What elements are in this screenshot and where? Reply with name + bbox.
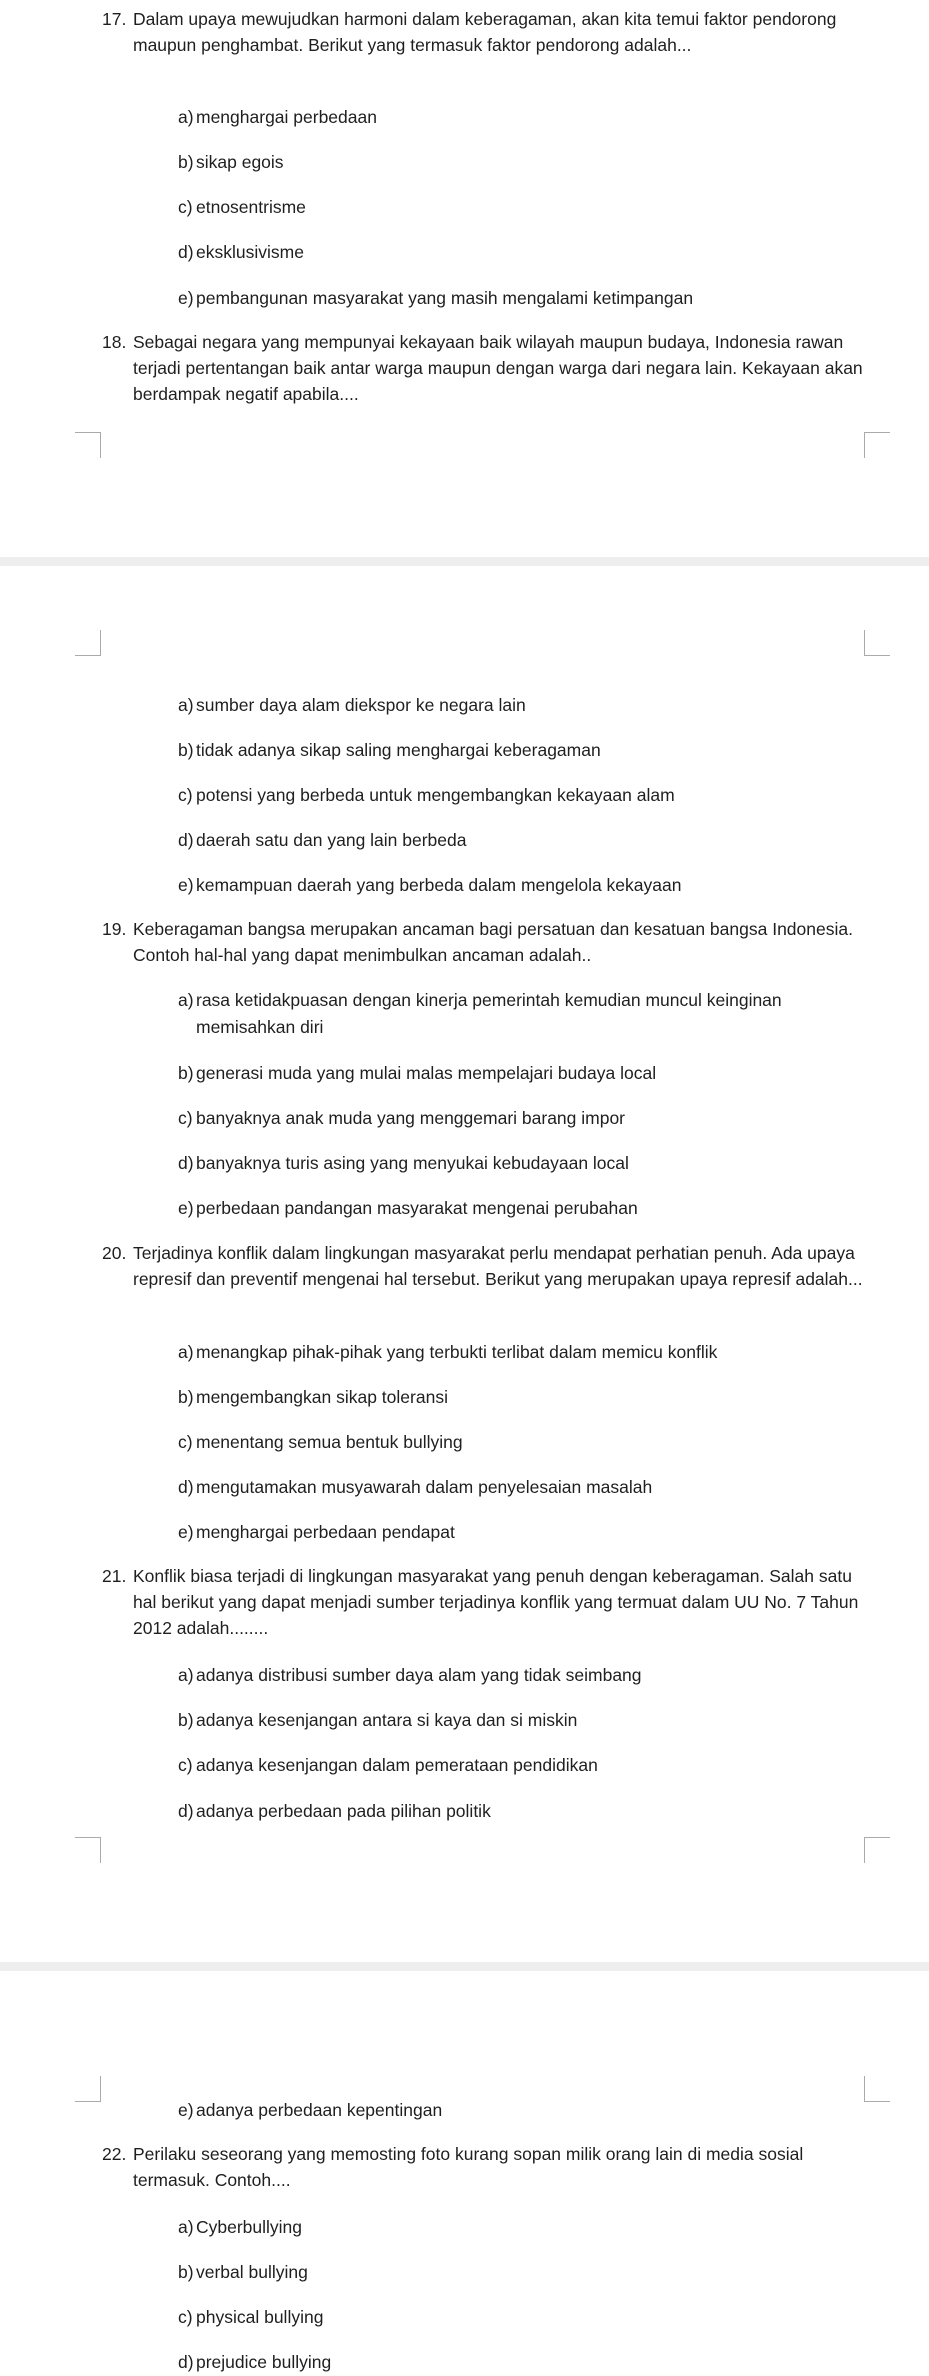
option-c — [178, 1104, 856, 1132]
page-corner-mark — [75, 630, 101, 656]
question-number: 18. — [102, 332, 127, 352]
option-text: physical bullying — [196, 2307, 324, 2327]
question-number: 17. — [102, 9, 127, 29]
option-d — [178, 826, 856, 854]
option-e — [178, 1518, 856, 1546]
option-letter: a) — [178, 1342, 194, 1362]
option-letter: d) — [178, 830, 194, 850]
option-letter: e) — [178, 1198, 194, 1218]
option-a — [178, 103, 856, 131]
page-corner-mark — [864, 1837, 890, 1863]
option-letter: c) — [178, 785, 193, 805]
option-letter: a) — [178, 1665, 194, 1685]
question-22 — [102, 2141, 873, 2193]
option-b — [178, 1706, 856, 1734]
option-e — [178, 284, 856, 312]
option-text: generasi muda yang mulai malas mempelajari budaya local — [196, 1063, 657, 1083]
page-corner-mark — [75, 1837, 101, 1863]
option-text: potensi yang berbeda untuk mengembangkan kekayaan alam — [196, 785, 675, 805]
option-b — [178, 1059, 856, 1087]
option-text: mengembangkan sikap toleransi — [196, 1387, 448, 1407]
option-text: banyaknya anak muda yang menggemari barang impor — [196, 1108, 626, 1128]
option-a — [178, 987, 856, 1041]
option-text: Cyberbullying — [196, 2217, 303, 2237]
page-corner-mark — [864, 630, 890, 656]
option-letter: b) — [178, 2262, 194, 2282]
question-text: Perilaku seseorang yang memosting foto kurang sopan milik orang lain di media sosial termasuk. Contoh.... — [133, 2144, 804, 2190]
option-letter: b) — [178, 1387, 194, 1407]
option-letter: a) — [178, 990, 194, 1010]
option-letter: b) — [178, 1710, 194, 1730]
option-e — [178, 2096, 856, 2124]
option-text: etnosentrisme — [196, 197, 306, 217]
option-text: menghargai perbedaan — [196, 107, 377, 127]
option-a — [178, 691, 856, 719]
option-text: adanya perbedaan pada pilihan politik — [196, 1801, 491, 1821]
option-text: daerah satu dan yang lain berbeda — [196, 830, 467, 850]
option-text: rasa ketidakpuasan dengan kinerja pemerintah kemudian muncul keinginan memisahkan diri — [196, 990, 782, 1037]
option-letter: b) — [178, 740, 194, 760]
question-number: 21. — [102, 1566, 127, 1586]
option-letter: b) — [178, 1063, 194, 1083]
option-text: adanya distribusi sumber daya alam yang tidak seimbang — [196, 1665, 642, 1685]
option-letter: c) — [178, 1755, 193, 1775]
option-text: adanya kesenjangan dalam pemerataan pendidikan — [196, 1755, 598, 1775]
option-a — [178, 2213, 856, 2241]
option-letter: d) — [178, 1477, 194, 1497]
option-b — [178, 1383, 856, 1411]
option-b — [178, 2258, 856, 2286]
question-text: Sebagai negara yang mempunyai kekayaan baik wilayah maupun budaya, Indonesia rawan terjadi pertentangan baik antar warga maupun dengan warga dari negara lain. Kekayaan akan berdampak negatif apabila.... — [133, 332, 863, 404]
option-letter: c) — [178, 2307, 193, 2327]
page-break — [0, 557, 929, 566]
option-d — [178, 2348, 856, 2376]
option-d — [178, 1797, 856, 1825]
page-corner-mark — [864, 432, 890, 458]
option-letter: d) — [178, 1801, 194, 1821]
option-c — [178, 1428, 856, 1456]
option-text: verbal bullying — [196, 2262, 308, 2282]
option-letter: d) — [178, 242, 194, 262]
option-a — [178, 1338, 856, 1366]
option-c — [178, 1751, 856, 1779]
option-text: pembangunan masyarakat yang masih mengalami ketimpangan — [196, 288, 694, 308]
question-text: Dalam upaya mewujudkan harmoni dalam keberagaman, akan kita temui faktor pendorong maupun penghambat. Berikut yang termasuk faktor pendorong adalah... — [133, 9, 837, 55]
option-text: prejudice bullying — [196, 2352, 332, 2372]
option-c — [178, 2303, 856, 2331]
option-text: menangkap pihak-pihak yang terbukti terlibat dalam memicu konflik — [196, 1342, 718, 1362]
question-text: Keberagaman bangsa merupakan ancaman bagi persatuan dan kesatuan bangsa Indonesia. Contoh hal-hal yang dapat menimbulkan ancaman adalah.. — [133, 919, 853, 965]
option-letter: e) — [178, 1522, 194, 1542]
question-text: Terjadinya konflik dalam lingkungan masyarakat perlu mendapat perhatian penuh. Ada upaya represif dan preventif mengenai hal tersebut. Berikut yang merupakan upaya represif adalah... — [133, 1243, 863, 1289]
option-d — [178, 1149, 856, 1177]
option-text: menghargai perbedaan pendapat — [196, 1522, 455, 1542]
question-number: 20. — [102, 1243, 127, 1263]
option-letter: e) — [178, 288, 194, 308]
option-e — [178, 871, 856, 899]
option-letter: a) — [178, 695, 194, 715]
option-letter: d) — [178, 2352, 194, 2372]
question-19 — [102, 916, 873, 968]
question-21 — [102, 1563, 873, 1641]
option-text: tidak adanya sikap saling menghargai keberagaman — [196, 740, 601, 760]
option-e — [178, 1194, 856, 1222]
option-b — [178, 736, 856, 764]
question-17 — [102, 6, 873, 58]
page-corner-mark — [864, 2076, 890, 2102]
option-letter: e) — [178, 2100, 194, 2120]
option-text: perbedaan pandangan masyarakat mengenai perubahan — [196, 1198, 638, 1218]
page-break — [0, 1962, 929, 1971]
page-corner-mark — [75, 2076, 101, 2102]
option-letter: c) — [178, 1432, 193, 1452]
option-text: adanya kesenjangan antara si kaya dan si miskin — [196, 1710, 578, 1730]
option-text: sumber daya alam diekspor ke negara lain — [196, 695, 526, 715]
option-c — [178, 781, 856, 809]
option-text: menentang semua bentuk bullying — [196, 1432, 463, 1452]
option-text: sikap egois — [196, 152, 284, 172]
page-corner-mark — [75, 432, 101, 458]
question-number: 22. — [102, 2144, 127, 2164]
question-number: 19. — [102, 919, 127, 939]
option-text: adanya perbedaan kepentingan — [196, 2100, 443, 2120]
option-c — [178, 193, 856, 221]
option-b — [178, 148, 856, 176]
option-letter: d) — [178, 1153, 194, 1173]
option-letter: c) — [178, 1108, 193, 1128]
option-letter: e) — [178, 875, 194, 895]
option-text: mengutamakan musyawarah dalam penyelesaian masalah — [196, 1477, 653, 1497]
option-a — [178, 1661, 856, 1689]
question-20 — [102, 1240, 873, 1292]
question-text: Konflik biasa terjadi di lingkungan masyarakat yang penuh dengan keberagaman. Salah satu hal berikut yang dapat menjadi sumber terjadinya konflik yang termuat dalam UU No. 7 Tahun 2012 adalah........ — [133, 1566, 859, 1638]
option-text: banyaknya turis asing yang menyukai kebudayaan local — [196, 1153, 629, 1173]
option-d — [178, 238, 856, 266]
question-18 — [102, 329, 873, 407]
option-letter: a) — [178, 107, 194, 127]
option-letter: c) — [178, 197, 193, 217]
option-letter: a) — [178, 2217, 194, 2237]
option-text: kemampuan daerah yang berbeda dalam mengelola kekayaan — [196, 875, 682, 895]
option-letter: b) — [178, 152, 194, 172]
option-d — [178, 1473, 856, 1501]
option-text: eksklusivisme — [196, 242, 304, 262]
